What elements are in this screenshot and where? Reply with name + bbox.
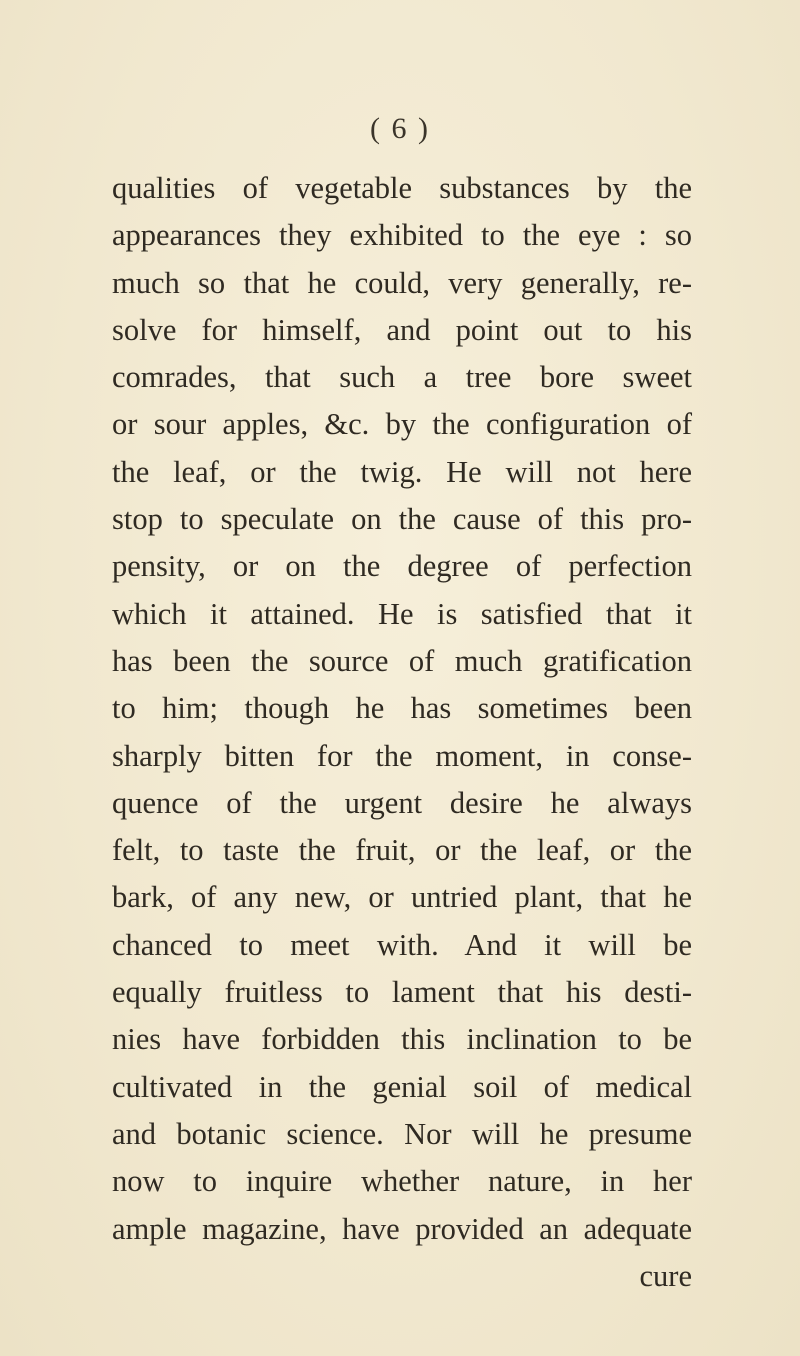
text-line-9: pensity, or on the degree of perfection: [112, 549, 692, 584]
body-text: [112, 165, 692, 1300]
text-line-17: chanced to meet with. And it will be: [112, 927, 692, 962]
catchword: cure: [639, 1258, 692, 1293]
text-line-21: and botanic science. Nor will he presume: [112, 1116, 692, 1151]
text-line-5: comrades, that such a tree bore sweet: [112, 360, 692, 395]
text-line-1: qualities of vegetable substances by the: [112, 171, 692, 205]
text-line-22: now to inquire whether nature, in her: [112, 1164, 692, 1199]
text-line-20: cultivated in the genial soil of medical: [112, 1069, 692, 1104]
text-line-16: bark, of any new, or untried plant, that he: [112, 880, 692, 915]
text-line-8: stop to speculate on the cause of this pro-: [112, 502, 692, 537]
text-line-2: appearances they exhibited to the eye : so: [112, 218, 692, 253]
text-line-19: nies have forbidden this inclination to be: [112, 1022, 692, 1057]
page-number: ( 6 ): [370, 112, 430, 145]
text-line-4: solve for himself, and point out to his: [112, 312, 692, 347]
text-line-12: to him; though he has sometimes been: [112, 691, 692, 726]
text-line-6: or sour apples, &c. by the configuration of: [112, 407, 692, 442]
text-line-7: the leaf, or the twig. He will not here: [112, 454, 692, 489]
text-line-18: equally fruitless to lament that his desti-: [112, 975, 692, 1010]
text-line-11: has been the source of much gratification: [112, 643, 692, 678]
text-line-14: quence of the urgent desire he always: [112, 785, 692, 820]
text-line-10: which it attained. He is satisfied that it: [112, 596, 692, 631]
text-line-13: sharply bitten for the moment, in conse-: [112, 738, 692, 773]
text-line-15: felt, to taste the fruit, or the leaf, or the: [112, 833, 692, 868]
text-line-3: much so that he could, very generally, re-: [112, 265, 692, 300]
text-line-23: ample magazine, have provided an adequate: [112, 1211, 692, 1246]
